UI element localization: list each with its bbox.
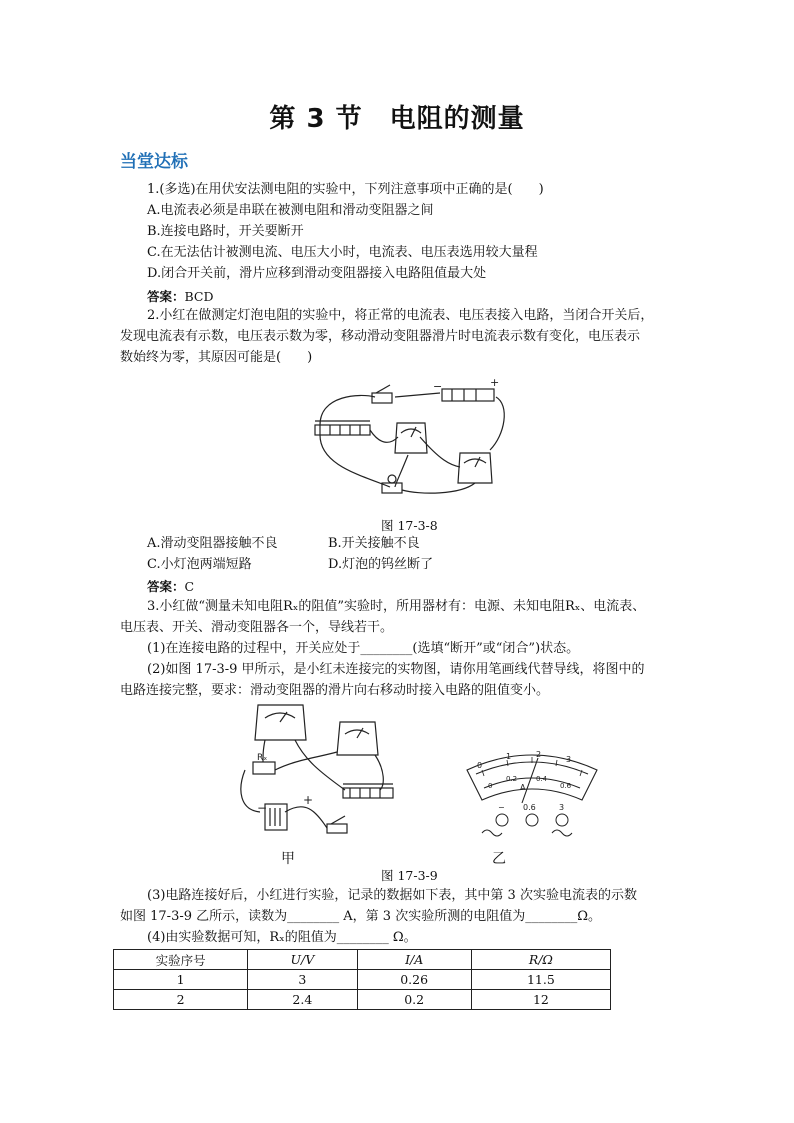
terminal-label-minus: −	[498, 803, 505, 812]
q3-part-2-line-1: (2)如图 17-3-9 甲所示，是小红未连接完的实物图，请你用笔画线代替导线，将图中的	[147, 662, 645, 677]
switch	[327, 824, 347, 833]
scale-bottom-3: 0.6	[560, 782, 572, 790]
ammeter-dial-figure-17-3-9-yi	[462, 748, 602, 843]
rheostat	[315, 425, 370, 435]
terminal-label-3: 3	[559, 803, 565, 812]
meter-ammeter	[255, 705, 306, 740]
terminal-label-0-6: 0.6	[523, 803, 536, 812]
q1-stem: 1.(多选)在用伏安法测电阻的实验中，下列注意事项中正确的是( )	[147, 182, 544, 197]
answer-value: BCD	[184, 289, 214, 304]
data-table	[113, 949, 611, 1010]
q3-part-3-line-2: 如图 17-3-9 乙所示，读数为________ A，第 3 次实验所测的电阻值为________Ω。	[120, 909, 601, 924]
table-cell: 0.2	[357, 990, 471, 1010]
battery	[442, 389, 494, 401]
wire	[285, 807, 327, 828]
wire	[395, 455, 408, 487]
scale-bottom-0: 0	[488, 782, 493, 790]
bulb	[388, 475, 396, 483]
q3-stem-line-1: 3.小红做“测量未知电阻Rₓ的阻值”实验时，所用器材有：电源、未知电阻Rₓ、电流表、	[147, 599, 646, 614]
table-row	[114, 990, 611, 1010]
table-header: 实验序号	[114, 950, 248, 970]
meter-voltmeter	[337, 722, 378, 755]
resistor-rx	[253, 762, 275, 774]
table-cell: 2.4	[248, 990, 357, 1010]
q1-option-a: A.电流表必须是串联在被测电阻和滑动变阻器之间	[147, 203, 434, 218]
q2-option-a: A.滑动变阻器接触不良	[147, 536, 278, 551]
scale-top-0: 0	[477, 761, 483, 770]
table-header: U/V	[248, 950, 357, 970]
q3-part-2-line-2: 电路连接完整，要求：滑动变阻器的滑片向右移动时接入电路的阻值变小。	[120, 683, 550, 698]
table-header-row	[114, 950, 611, 970]
rx-label: Rₓ	[257, 753, 268, 763]
table-cell: 11.5	[471, 970, 610, 990]
q3-part-1: (1)在连接电路的过程中，开关应处于________(选填“断开”或“闭合”)状态。	[147, 641, 580, 656]
wire	[490, 397, 504, 450]
wire	[275, 752, 337, 770]
q1-option-b: B.连接电路时，开关要断开	[147, 224, 304, 239]
scale-bottom-2: 0.4	[536, 775, 548, 783]
figure-label-jia: 甲	[281, 851, 295, 867]
table-header: R/Ω	[471, 950, 610, 970]
scale-bottom-1: 0.2	[506, 775, 518, 783]
q2-option-d: D.灯泡的钨丝断了	[328, 557, 434, 572]
q2-answer	[147, 577, 194, 595]
q2-option-b: B.开关接触不良	[328, 536, 420, 551]
q2-stem-line-1: 2.小红在做测定灯泡电阻的实验中，将正常的电流表、电压表接入电路，当闭合开关后，	[147, 308, 654, 323]
q1-option-c: C.在无法估计被测电流、电压大小时，电流表、电压表选用较大量程	[147, 245, 538, 260]
q2-option-c: C.小灯泡两端短路	[147, 557, 252, 572]
q1-answer	[147, 287, 214, 305]
table-cell: 12	[471, 990, 610, 1010]
wire	[370, 430, 398, 442]
scale-top-2: 2	[536, 750, 542, 759]
q3-part-4: (4)由实验数据可知，Rₓ的阻值为________ Ω。	[147, 930, 417, 945]
q3-part-3-line-1: (3)电路连接好后，小红进行实验，记录的数据如下表，其中第 3 次实验电流表的示数	[147, 888, 637, 903]
q2-stem-line-3: 数始终为零，其原因可能是( )	[120, 350, 313, 365]
terminal-minus	[496, 814, 508, 826]
unit-label: A	[520, 783, 526, 792]
table-cell: 1	[114, 970, 248, 990]
table-cell: 3	[248, 970, 357, 990]
page-title: 第 3 节 电阻的测量	[269, 104, 525, 134]
meter-voltmeter	[395, 423, 427, 453]
terminal-0-6	[526, 814, 538, 826]
figure-label-yi: 乙	[492, 851, 506, 867]
figure-caption-17-3-9: 图 17-3-9	[381, 868, 438, 883]
q2-stem-line-2: 发现电流表有示数，电压表示数为零，移动滑动变阻器滑片时电流表示数有变化，电压表示	[120, 329, 641, 344]
battery	[265, 804, 287, 830]
scale-top-1: 1	[506, 752, 512, 761]
circuit-figure-17-3-8	[300, 375, 520, 505]
answer-label: 答案：	[147, 289, 185, 304]
table-row	[114, 970, 611, 990]
wire	[402, 483, 475, 493]
figure-caption-17-3-8: 图 17-3-8	[381, 518, 438, 533]
answer-label: 答案：	[147, 579, 185, 594]
plus-label: +	[303, 793, 314, 807]
wire	[395, 393, 440, 397]
plus-label: +	[490, 376, 500, 389]
circuit-figure-17-3-9-jia	[235, 700, 410, 840]
answer-value: C	[184, 579, 195, 594]
minus-label: −	[433, 380, 443, 393]
scale-top-3: 3	[566, 755, 572, 764]
q3-stem-line-2: 电压表、开关、滑动变阻器各一个，导线若干。	[120, 620, 394, 635]
wire	[320, 435, 390, 487]
table-header: I/A	[357, 950, 471, 970]
q1-option-d: D.闭合开关前，滑片应移到滑动变阻器接入电路阻值最大处	[147, 266, 487, 281]
table-cell: 0.26	[357, 970, 471, 990]
switch	[372, 393, 392, 403]
minus-label: −	[257, 801, 268, 815]
section-heading: 当堂达标	[120, 152, 188, 172]
table-cell: 2	[114, 990, 248, 1010]
wire	[375, 755, 383, 790]
terminal-3	[556, 814, 568, 826]
meter-ammeter	[458, 453, 492, 483]
